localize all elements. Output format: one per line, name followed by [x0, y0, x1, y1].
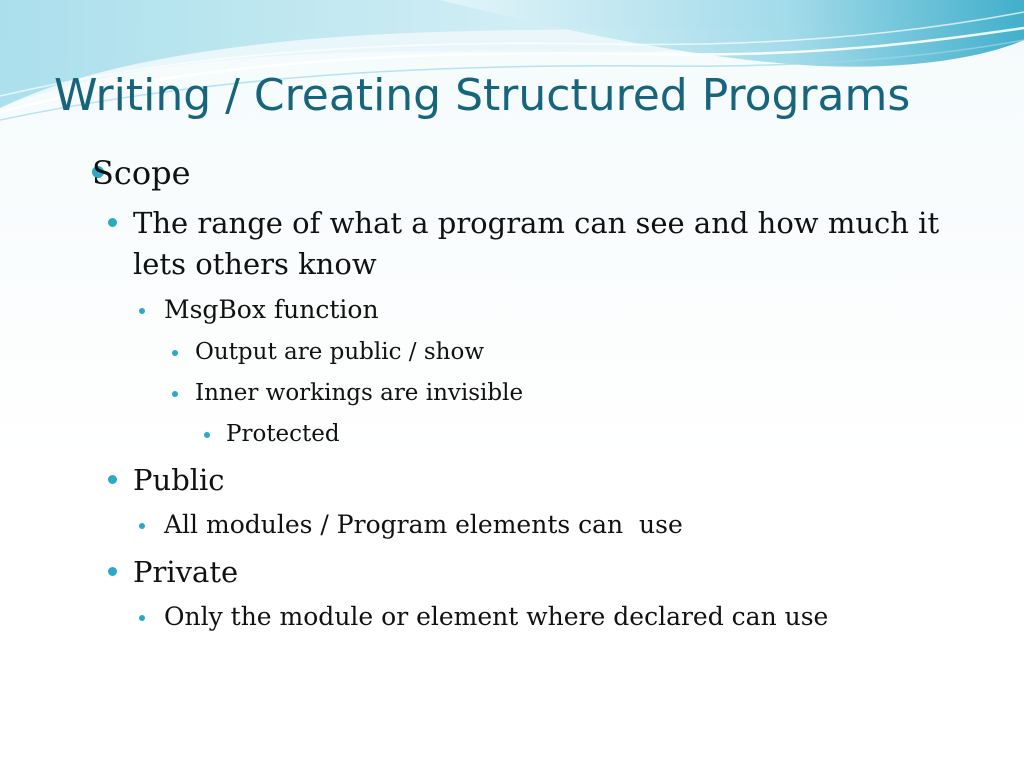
bullet-dot	[108, 567, 117, 576]
bullet-inner-workings: Inner workings are invisible	[195, 380, 524, 406]
bullet-dot	[139, 615, 145, 621]
slide-title: Writing / Creating Structured Programs	[54, 70, 911, 121]
bullet-private: Private	[133, 555, 239, 589]
bullet-scope: Scope	[92, 154, 191, 192]
bullet-msgbox: MsgBox function	[164, 295, 379, 324]
bullet-dot	[172, 391, 178, 397]
bullet-dot	[139, 308, 145, 314]
bullet-protected: Protected	[226, 421, 340, 447]
bullet-public: Public	[133, 463, 225, 497]
bullet-range-line1: The range of what a program can see and how much it	[133, 206, 940, 240]
bullet-all-modules: All modules / Program elements can use	[164, 510, 683, 539]
bullet-dot	[139, 523, 145, 529]
bullet-dot	[108, 218, 117, 227]
bullet-output: Output are public / show	[195, 339, 485, 365]
bullet-dot	[172, 350, 178, 356]
bullet-dot	[108, 475, 117, 484]
bullet-dot	[204, 432, 210, 438]
bullet-only-module: Only the module or element where declared can use	[164, 602, 829, 631]
bullet-range-line2: lets others know	[133, 247, 377, 281]
